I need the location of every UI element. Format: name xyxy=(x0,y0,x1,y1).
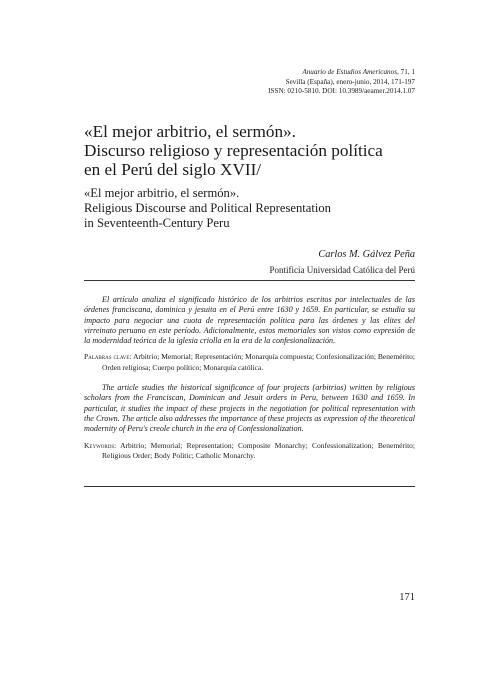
top-divider xyxy=(84,280,415,281)
journal-header-line1 xyxy=(155,68,415,78)
author-name: Carlos M. Gálvez Peña xyxy=(318,249,415,260)
journal-header-line3: ISSN: 0210-5810. DOI: 10.3989/aeamer.2014.1.07 xyxy=(268,87,415,95)
title-en-line2: Religious Discourse and Political Representation xyxy=(84,201,331,216)
abstracts-section xyxy=(84,295,415,461)
keywords-spanish xyxy=(84,352,415,373)
journal-header xyxy=(155,68,415,97)
journal-header-line2: Sevilla (España), enero-junio, 2014, 171-197 xyxy=(285,77,415,86)
journal-name: Anuario de Estudios Americanos xyxy=(302,68,398,76)
title-en-line3: in Seventeenth-Century Peru xyxy=(84,216,230,231)
title-es-line1: «El mejor arbitrio, el sermón». xyxy=(84,122,296,141)
title-en-line1: «El mejor arbitrio, el sermón». xyxy=(84,186,240,200)
author-affiliation: Pontificia Universidad Católica del Perú xyxy=(269,265,415,275)
keywords-english-text: Arbitrio; Memorial; Representation; Composite Monarchy; Confessionalization; Benemérito; Religious Order; Body Politic; Catholic Monarchy. xyxy=(102,440,415,460)
title-spanish xyxy=(84,122,424,179)
page-number: 171 xyxy=(399,592,415,603)
abstract-spanish: El artículo analiza el significado histórico de los arbitrios escritos por intelectuales de las órdenes franciscana, dominica y jesuita en el Perú entre 1630 y 1659. En particular, se estudia su impacto para negociar una cuota de representación política para las órdenes y las elites del virreinato peruano en este período. Adicionalmente, estos memoriales son vistos como expresión de la modernidad teórica de la iglesia criolla en la era de la confesionalización. xyxy=(84,295,415,346)
keywords-english-label: Keywords: xyxy=(84,440,117,450)
keywords-english xyxy=(84,441,415,462)
keywords-spanish-text: Arbitrio; Memorial; Representación; Monarquía compuesta; Confesionalización; Benemérito; Orden religiosa; Cuerpo político; Monarquía católica. xyxy=(102,352,415,372)
title-es-line3: en el Perú del siglo XVII/ xyxy=(84,160,262,179)
title-english xyxy=(84,186,424,232)
author-block xyxy=(155,248,415,277)
abstract-english: The article studies the historical significance of four projects (arbitrios) written by religious scholars from the Franciscan, Dominican and Jesuit orders in Peru, between 1630 and 1659. In particular, it studies the impact of these projects in the negotiation for political representation with the Crown. The article also addresses the importance of these projects as expression of the theoretical modernity of Peru's creole church in the era of Confessionalization. xyxy=(84,383,415,434)
bottom-divider xyxy=(84,486,415,487)
journal-volume: , 71, 1 xyxy=(397,68,415,76)
keywords-spanish-label: Palabras clave: xyxy=(84,352,132,362)
title-es-line2: Discurso religioso y representación política xyxy=(84,141,383,160)
